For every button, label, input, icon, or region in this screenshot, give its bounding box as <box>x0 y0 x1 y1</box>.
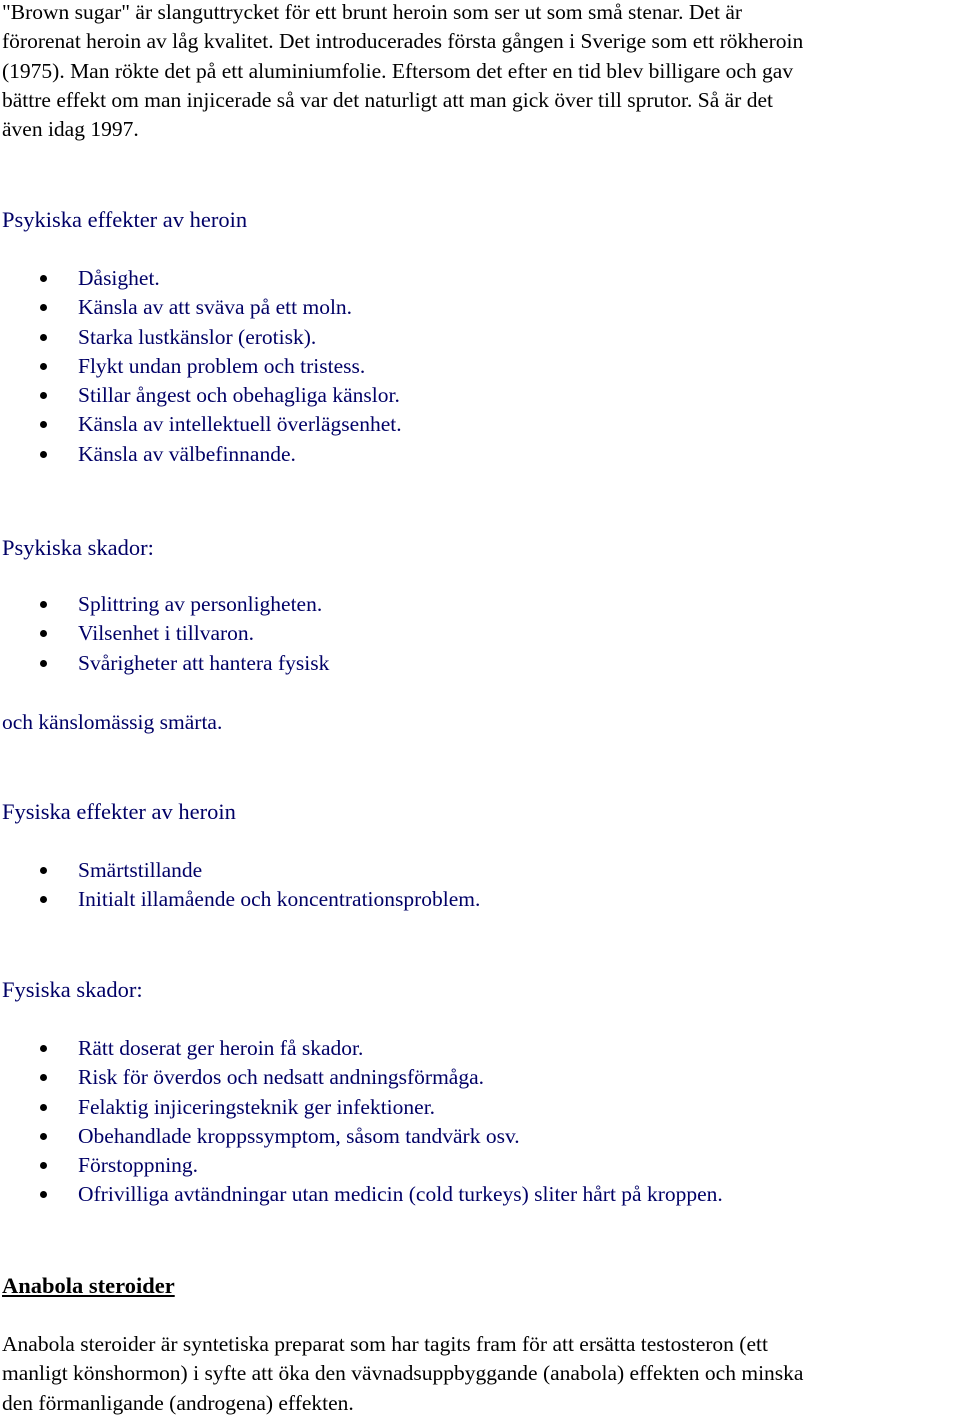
bullet-icon <box>40 451 47 458</box>
bullet-icon <box>40 392 47 399</box>
list-item: Känsla av välbefinnande. <box>2 440 952 469</box>
bullet-icon <box>40 363 47 370</box>
anabola-paragraph <box>2 1330 803 1418</box>
list-item: Ofrivilliga avtändningar utan medicin (cold turkeys) sliter hårt på kroppen. <box>2 1180 958 1209</box>
list-item: Dåsighet. <box>2 264 952 293</box>
bullet-icon <box>40 304 47 311</box>
list-item: Vilsenhet i tillvaron. <box>2 619 952 648</box>
list-item: Flykt undan problem och tristess. <box>2 352 952 381</box>
section-heading-fysiska-skador: Fysiska skador: <box>2 977 143 1002</box>
bullet-icon <box>40 601 47 608</box>
bullet-icon <box>40 630 47 637</box>
intro-paragraph <box>2 0 803 144</box>
list-item: Svårigheter att hantera fysisk <box>2 649 952 678</box>
list-item: Initialt illamående och koncentrationsproblem. <box>2 885 952 914</box>
list-item: Rätt doserat ger heroin få skador. <box>2 1034 958 1063</box>
list-item: Känsla av att sväva på ett moln. <box>2 293 952 322</box>
list-item: Risk för överdos och nedsatt andningsförmåga. <box>2 1063 958 1092</box>
paragraph-line: manligt könshormon) i syfte att öka den vävnadsuppbyggande (anabola) effekten och minska <box>2 1361 804 1386</box>
bullet-icon <box>40 867 47 874</box>
intro-line: även idag 1997. <box>2 117 139 142</box>
list-item: Förstoppning. <box>2 1151 958 1180</box>
list-item: Obehandlade kroppssymptom, såsom tandvärk osv. <box>2 1122 958 1151</box>
list-item: Felaktig injiceringsteknik ger infektioner. <box>2 1093 958 1122</box>
intro-line: "Brown sugar" är slanguttrycket för ett brunt heroin som ser ut som små stenar. Det är <box>2 0 743 24</box>
intro-line: bättre effekt om man injicerade så var det naturligt att man gick över till sprutor. Så är det <box>2 87 773 112</box>
bullet-icon <box>40 334 47 341</box>
section-heading-fysiska-effekter: Fysiska effekter av heroin <box>2 799 236 824</box>
bullet-icon <box>40 896 47 903</box>
fysiska-effekter-list <box>2 856 952 915</box>
list-item: Starka lustkänslor (erotisk). <box>2 323 952 352</box>
list-item: Splittring av personligheten. <box>2 590 952 619</box>
bullet-icon <box>40 1133 47 1140</box>
paragraph-line: Anabola steroider är syntetiska preparat som har tagits fram för att ersätta testosteron (ett <box>2 1332 768 1356</box>
bullet-icon <box>40 421 47 428</box>
bullet-icon <box>40 1191 47 1198</box>
bullet-icon <box>40 1045 47 1052</box>
psykiska-skador-list <box>2 590 952 678</box>
bullet-icon <box>40 1162 47 1169</box>
bullet-icon <box>40 1104 47 1111</box>
intro-line: (1975). Man rökte det på ett aluminiumfolie. Eftersom det efter en tid blev billigare och gav <box>2 58 794 83</box>
list-item: Stillar ångest och obehagliga känslor. <box>2 381 952 410</box>
intro-line: förorenat heroin av låg kvalitet. Det introducerades första gången i Sverige som ett rökheroin <box>2 29 804 54</box>
section-heading-psykiska-effekter: Psykiska effekter av heroin <box>2 207 248 232</box>
bullet-icon <box>40 275 47 282</box>
bullet-icon <box>40 1074 47 1081</box>
paragraph-line: den förmanligande (androgena) effekten. <box>2 1390 354 1415</box>
section-heading-psykiska-skador: Psykiska skador: <box>2 535 154 560</box>
list-item: Känsla av intellektuell överlägsenhet. <box>2 410 952 439</box>
list-continuation: och känslomässig smärta. <box>2 710 223 734</box>
psykiska-effekter-list <box>2 264 952 469</box>
section-heading-anabola-steroider: Anabola steroider <box>2 1273 175 1298</box>
list-item: Smärtstillande <box>2 856 952 885</box>
bullet-icon <box>40 660 47 667</box>
fysiska-skador-list <box>2 1034 958 1210</box>
